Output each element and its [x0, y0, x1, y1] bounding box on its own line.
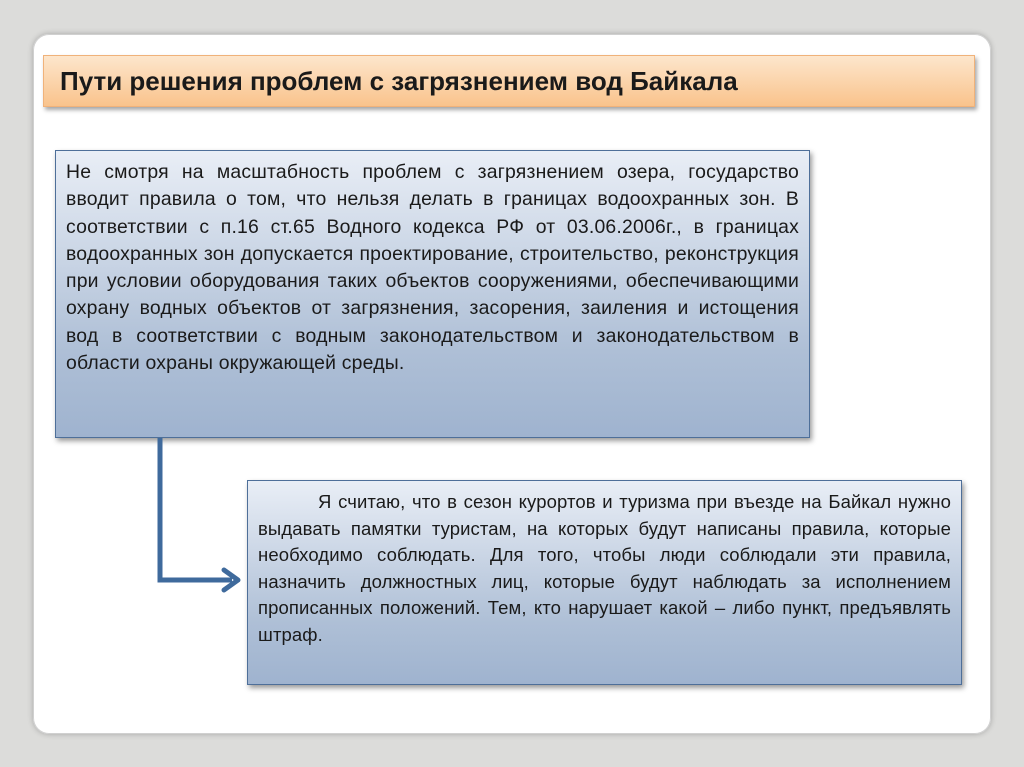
elbow-arrow-icon	[140, 436, 260, 596]
law-text-box	[55, 150, 810, 438]
opinion-paragraph: Я считаю, что в сезон курортов и туризма при въезде на Байкал нужно выдавать памятки туристам, на которых будут написаны правила, которые необходимо соблюдать. Для того, чтобы люди соблюдали эти правила, назначить должностных лиц, которые будут наблюдать за исполнением прописанных положений. Тем, кто нарушает какой – либо пункт, предъявлять штраф.	[258, 491, 951, 645]
law-paragraph: Не смотря на масштабность проблем с загрязнением озера, государство вводит правила о том, что нельзя делать в границах водоохранных зон. В соответствии с п.16 ст.65 Водного кодекса РФ от 03.06.2006г., в границах водоохранных зон допускается проектирование, строительство, реконструкция при условии оборудования таких объектов сооружениями, обеспечивающими охрану водных объектов от загрязнения, засорения, заиления и истощения вод в соответствии с водным законодательством и законодательством в области охраны окружающей среды.	[66, 161, 799, 375]
title-banner	[43, 55, 975, 107]
opinion-text-box	[247, 480, 962, 685]
slide-title: Пути решения проблем с загрязнением вод Байкала	[60, 65, 738, 96]
